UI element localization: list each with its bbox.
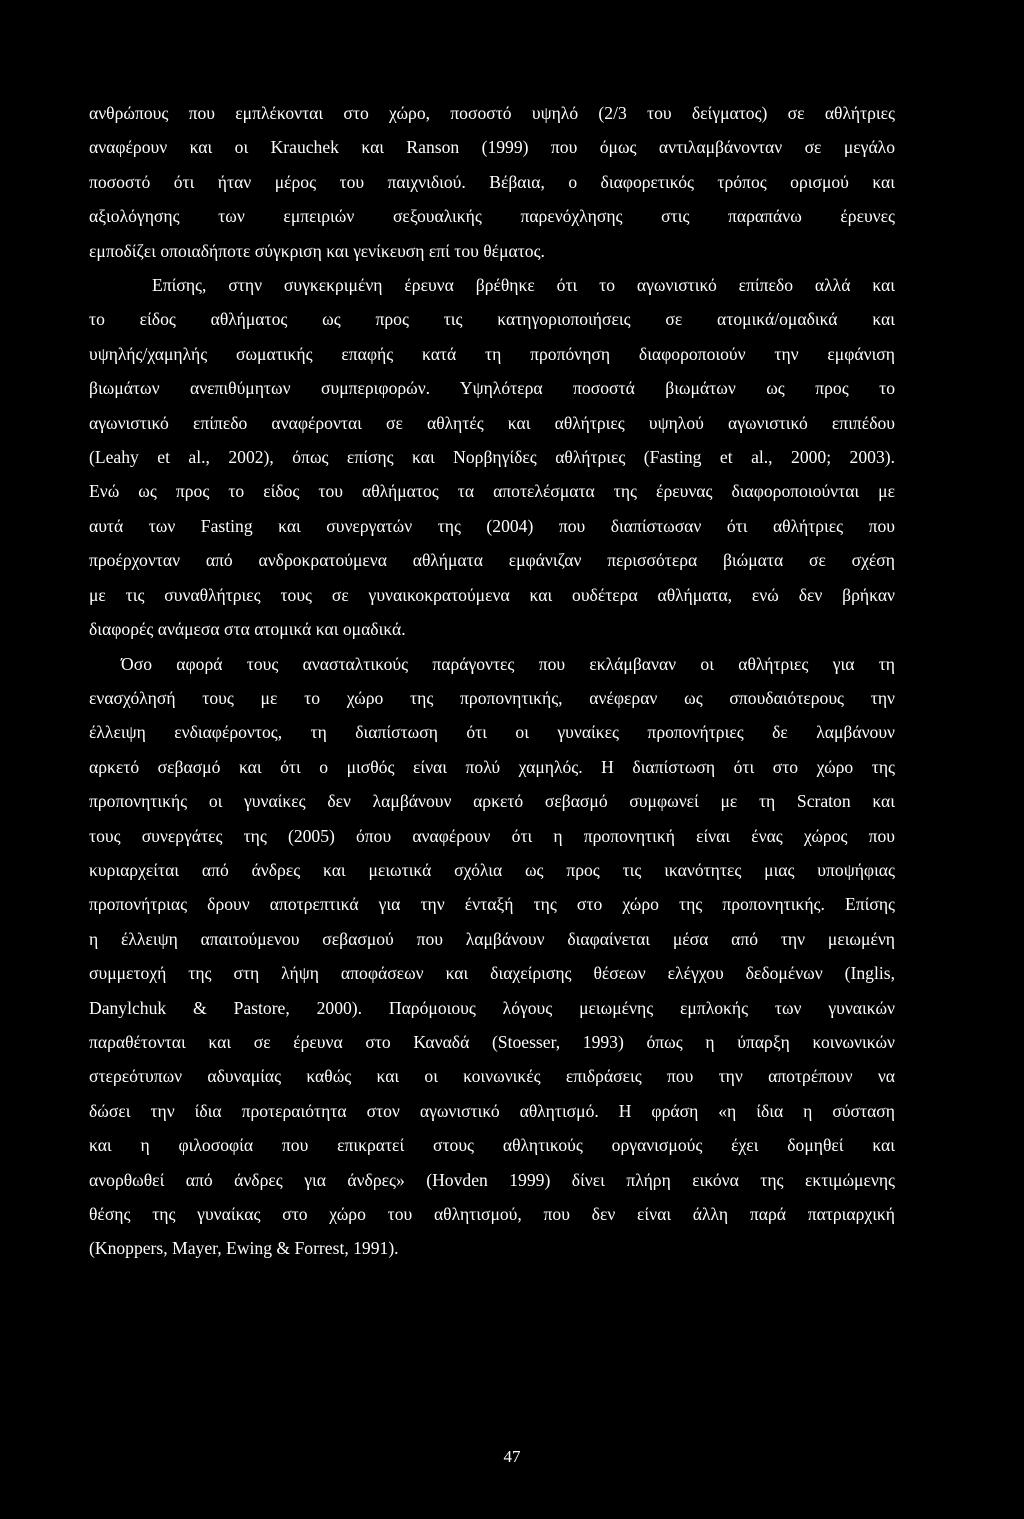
page-number: 47 (503, 1447, 521, 1466)
paragraph-2-line-9: προέρχονταν από ανδροκρατούμενα αθλήματα εμφάνιζαν περισσότερα βιώματα σε σχέση (89, 550, 895, 571)
paragraph-2-line-7: Ενώ ως προς το είδος του αθλήματος τα αποτελέσματα της έρευνας διαφοροποιούνται με (89, 481, 895, 502)
paragraph-3-line-8: προπονήτριας δρουν αποτρεπτικά για την ένταξή της στο χώρο της προπονητικής. Επίσης (89, 894, 895, 915)
paragraph-3-line-14: δώσει την ίδια προτεραιότητα στον αγωνιστικό αθλητισμό. Η φράση «η ίδια η σύσταση (89, 1100, 895, 1121)
paragraph-3-line-6: τους συνεργάτες της (2005) όπου αναφέρουν ότι η προπονητική είναι ένας χώρος που (89, 825, 895, 846)
paragraph-3-line-3: έλλειψη ενδιαφέροντος, τη διαπίστωση ότι οι γυναίκες προπονήτριες δε λαμβάνουν (89, 722, 895, 743)
paragraph-2-line-5: αγωνιστικό επίπεδο αναφέρονται σε αθλητές και αθλήτριες υψηλού αγωνιστικό επιπέδου (89, 412, 895, 433)
paragraph-2-line-3: υψηλής/χαμηλής σωματικής επαφής κατά τη προπόνηση διαφοροποιούν την εμφάνιση (89, 343, 895, 364)
paragraph-2-line-8: αυτά των Fasting και συνεργατών της (2004) που διαπίστωσαν ότι αθλήτριες που (89, 515, 895, 536)
paragraph-2-line-1: Επίσης, στην συγκεκριμένη έρευνα βρέθηκε ότι το αγωνιστικό επίπεδο αλλά και (152, 275, 895, 296)
paragraph-3-line-10: συμμετοχή της στη λήψη αποφάσεων και διαχείρισης θέσεων ελέγχου δεδομένων (Inglis, (89, 963, 895, 984)
paragraph-3-line-7: κυριαρχείται από άνδρες και μειωτικά σχόλια ως προς τις ικανότητες μιας υποψήφιας (89, 859, 895, 880)
paragraph-2-line-11: διαφορές ανάμεσα στα ατομικά και ομαδικά. (89, 619, 406, 640)
paragraph-1-line-2: αναφέρουν και οι Krauchek και Ranson (1999) που όμως αντιλαμβάνονταν σε μεγάλο (89, 137, 895, 158)
paragraph-3-line-11: Danylchuk & Pastore, 2000). Παρόμοιους λόγους μειωμένης εμπλοκής των γυναικών (89, 997, 895, 1018)
paragraph-2-line-4: βιωμάτων ανεπιθύμητων συμπεριφορών. Υψηλότερα ποσοστά βιωμάτων ως προς το (89, 378, 895, 399)
paragraph-2-line-2: το είδος αθλήματος ως προς τις κατηγοριοποιήσεις σε ατομικά/ομαδικά και (89, 309, 895, 330)
paragraph-3-line-18: (Knoppers, Mayer, Ewing & Forrest, 1991). (89, 1238, 399, 1259)
paragraph-3-line-2: ενασχόλησή τους με το χώρο της προπονητικής, ανέφεραν ως σπουδαιότερους την (89, 687, 895, 708)
paragraph-3-line-16: ανορθωθεί από άνδρες για άνδρες» (Hovden 1999) δίνει πλήρη εικόνα της εκτιμώμενης (89, 1169, 895, 1190)
paragraph-3-line-17: θέσης της γυναίκας στο χώρο του αθλητισμού, που δεν είναι άλλη παρά πατριαρχική (89, 1204, 895, 1224)
paragraph-3-line-9: η έλλειψη απαιτούμενου σεβασμού που λαμβάνουν διαφαίνεται μέσα από την μειωμένη (89, 928, 895, 949)
paragraph-3-line-15: και η φιλοσοφία που επικρατεί στους αθλητικούς οργανισμούς έχει δομηθεί και (89, 1135, 895, 1156)
paragraph-1-line-3: ποσοστό ότι ήταν μέρος του παιχνιδιού. Βέβαια, ο διαφορετικός τρόπος ορισμού και (89, 171, 895, 192)
paragraph-3-line-12: παραθέτονται και σε έρευνα στο Καναδά (Stoesser, 1993) όπως η ύπαρξη κοινωνικών (89, 1031, 895, 1052)
paragraph-3-line-1: Όσο αφορά τους ανασταλτικούς παράγοντες που εκλάμβαναν οι αθλήτριες για τη (121, 653, 895, 674)
paragraph-1-line-4: αξιολόγησης των εμπειριών σεξουαλικής παρενόχλησης στις παραπάνω έρευνες (89, 206, 895, 227)
paragraph-3-line-4: αρκετό σεβασμό και ότι ο μισθός είναι πολύ χαμηλός. Η διαπίστωση ότι στο χώρο της (89, 756, 895, 777)
paragraph-2 (89, 268, 895, 646)
document-body (89, 96, 895, 1266)
paragraph-3 (89, 647, 895, 1266)
paragraph-1-line-1: ανθρώπους που εμπλέκονται στο χώρο, ποσοστό υψηλό (2/3 του δείγματος) σε αθλήτριες (89, 103, 895, 123)
paragraph-3-line-5: προπονητικής οι γυναίκες δεν λαμβάνουν αρκετό σεβασμό συμφωνεί με τη Scraton και (89, 791, 895, 812)
paragraph-2-line-6: (Leahy et al., 2002), όπως επίσης και Νορβηγίδες αθλήτριες (Fasting et al., 2000; 2003). (89, 447, 895, 468)
paragraph-1-line-5: εμποδίζει οποιαδήποτε σύγκριση και γενίκευση επί του θέματος. (89, 240, 545, 261)
paragraph-1 (89, 96, 895, 268)
paragraph-3-line-13: στερεότυπων αδυναμίας καθώς και οι κοινωνικές επιδράσεις που την αποτρέπουν να (89, 1066, 895, 1087)
paragraph-2-line-10: με τις συναθλήτριες τους σε γυναικοκρατούμενα και ουδέτερα αθλήματα, ενώ δεν βρήκαν (89, 584, 895, 605)
